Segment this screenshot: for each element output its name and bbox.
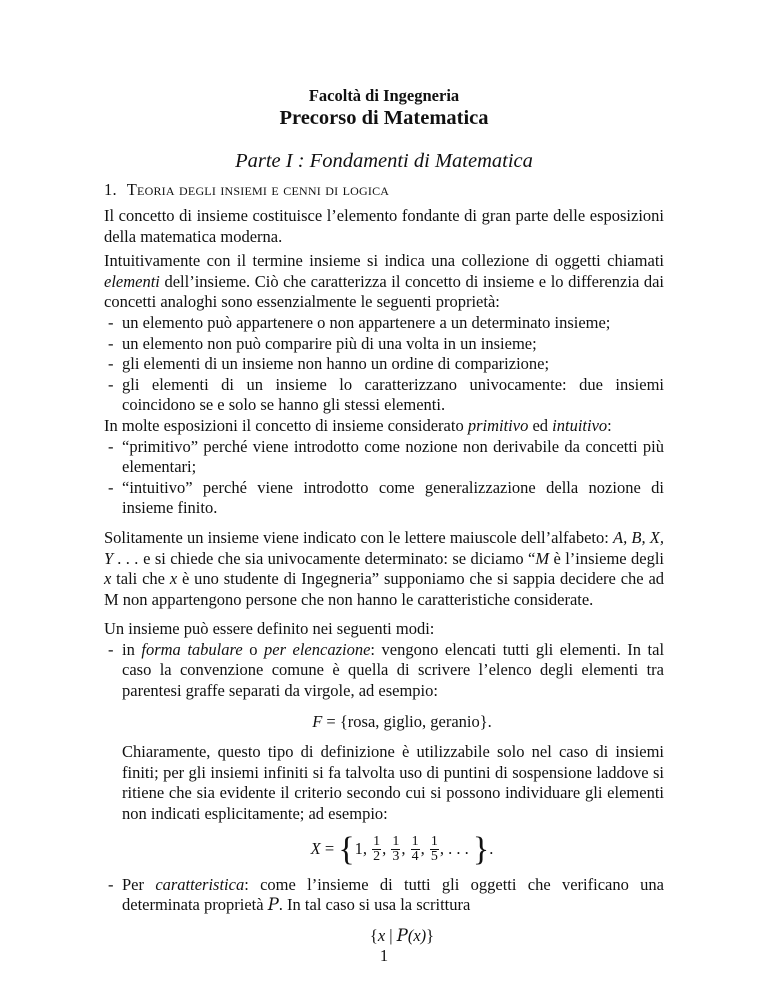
- list-item: - gli elementi di un insieme non hanno un ordine di comparizione;: [108, 354, 550, 374]
- paragraph-definition: Intuitivamente con il termine insieme si indica una collezione di oggetti chiamati elementi dell’insieme. Ciò che caratterizza il concetto di insieme e lo differenzia dai concetti analoghi sono essenzialmente le seguenti proprietà:: [104, 251, 665, 312]
- course-title: Precorso di Matematica: [279, 107, 489, 129]
- primitive-list: [104, 437, 664, 519]
- list-item: - gli elementi di un insieme lo caratterizzano univocamente: due insiemi coincidono se e solo se hanno gli stessi elementi.: [108, 374, 664, 415]
- formula-set-f: F = {rosa, giglio, geranio}.: [312, 711, 492, 731]
- section-heading: [104, 180, 664, 201]
- list-item: - un elemento può appartenere o non appartenere a un determinato insieme;: [108, 312, 611, 332]
- paragraph-primitive: In molte esposizioni il concetto di insieme considerato primitivo ed intuitivo:: [104, 415, 612, 435]
- formula-set-x: X = {1, $\frac{1}{2}$ , $\frac{1}{3}$ , $\frac{1}{4}$ , $\frac{1}{5}$ , . . . }.: [310, 830, 494, 868]
- fraction: $\frac{1}{4}$: [411, 834, 419, 865]
- list-item-characteristic: - Per caratteristica: come l’insieme di tutti gli oggetti che verificano una determinata proprietà P. In tal caso si usa la scrittura {x | P(x)}: [108, 874, 664, 945]
- section-number: 1.: [104, 180, 117, 199]
- fraction: $\frac{1}{2}$: [373, 834, 381, 865]
- properties-list: [104, 313, 664, 416]
- list-item: - “primitivo” perché viene introdotto come nozione non derivabile da concetti più elementari;: [108, 436, 664, 477]
- list-item: - un elemento non può comparire più di una volta in un insieme;: [108, 333, 537, 353]
- emphasis-elementi: elementi: [104, 271, 160, 291]
- list-item-tabular: - in forma tabulare o per elencazione: vengono elencati tutti gli elementi. In tal caso la convenzione comune è quella di scrivere l’elenco degli elementi tra parentesi graffe separati da virgole, ad esempio: F = {rosa, giglio, geranio}. Chiaramente, questo tipo di definizione è utilizzabile solo nel caso di insiemi finiti; per gli insiemi infiniti si fa talvolta uso di puntini di sospensione laddove si ritiene che sia evidente il criterio secondo cui si possono individuare gli elementi non indicati esplicitamente; ad esempio: X = {1, $\frac{1}{2}$ , $\frac{1}{3}$ , $\frac{1}{4}$ , $\frac{1}{5}$ , . . . }.: [108, 639, 665, 868]
- paragraph-notation: Solitamente un insieme viene indicato con le lettere maiuscole dell’alfabeto: A, B, X, Y . . . e si chiede che sia univocamente determinato: se diciamo “M è l’insieme degli x tali che x è uno studente di Ingegneria” supponiamo che si sappia decidere che ad M non appartengono persone che non hanno le caratteristiche considerate.: [104, 527, 665, 609]
- modes-list: [104, 640, 664, 947]
- part-title: Parte I : Fondamenti di Matematica: [235, 150, 533, 172]
- page-number: 1: [379, 946, 389, 965]
- paragraph-intro: Il concetto di insieme costituisce l’elemento fondante di gran parte delle esposizioni della matematica moderna.: [104, 206, 664, 246]
- fraction: $\frac{1}{3}$: [392, 834, 400, 865]
- paragraph-modes: Un insieme può essere definito nei seguenti modi:: [104, 619, 435, 639]
- fraction: $\frac{1}{5}$: [430, 834, 438, 865]
- faculty-heading: Facoltà di Ingegneria: [308, 86, 460, 105]
- document-body: [104, 206, 664, 956]
- list-item: - “intuitivo” perché viene introdotto come generalizzazione della nozione di insieme finito.: [108, 477, 664, 518]
- section-title: Teoria degli insiemi e cenni di logica: [126, 180, 390, 199]
- formula-set-builder: {x | P(x)}: [369, 925, 435, 945]
- paragraph-infinite-sets: Chiaramente, questo tipo di definizione è utilizzabile solo nel caso di insiemi finiti; per gli insiemi infiniti si fa talvolta uso di puntini di sospensione laddove si ritiene che sia evidente il criterio secondo cui si possono individuare gli elementi non indicati esplicitamente; ad esempio:: [122, 742, 664, 824]
